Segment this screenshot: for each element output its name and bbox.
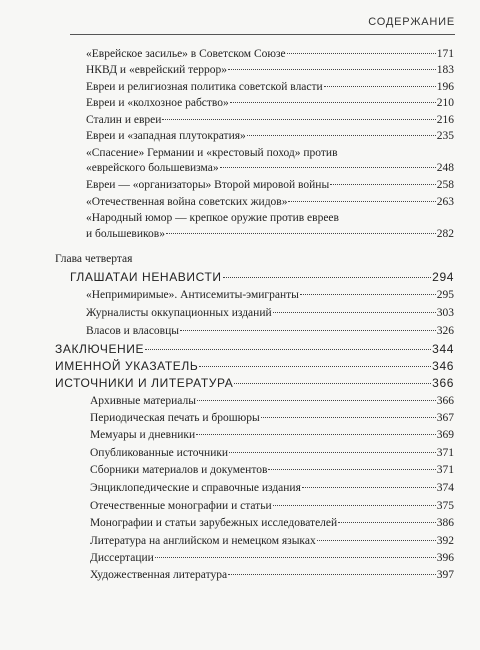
leader-dots — [228, 69, 436, 70]
toc-entry-page: 282 — [436, 228, 454, 240]
toc-entry-title-line1: «Народный юмор — крепкое оружие против евреев — [86, 212, 339, 224]
toc-entry-page: 371 — [436, 447, 454, 459]
toc-entry[interactable] — [86, 324, 454, 338]
leader-dots — [180, 330, 436, 331]
leader-dots — [324, 86, 436, 87]
toc-entry-page: 171 — [436, 48, 454, 60]
toc-entry-title: Художественная литература — [90, 569, 228, 581]
running-header — [70, 14, 455, 35]
toc-entry[interactable] — [86, 63, 454, 77]
toc-entry-page: 216 — [436, 114, 454, 126]
toc-entry-page: 248 — [436, 162, 454, 174]
toc-entry[interactable] — [86, 161, 454, 175]
leader-dots — [273, 312, 436, 313]
leader-dots — [145, 349, 431, 350]
leader-dots — [220, 167, 436, 168]
leader-dots — [228, 574, 436, 575]
toc-entry-page: 258 — [436, 179, 454, 191]
leader-dots — [287, 53, 436, 54]
toc-entry-title: «Еврейское засилье» в Советском Союзе — [86, 48, 286, 60]
chapter-title: ГЛАШАТАИ НЕНАВИСТИ — [70, 270, 222, 284]
back-matter-title: ЗАКЛЮЧЕНИЕ — [55, 342, 145, 356]
toc-entry[interactable] — [90, 481, 454, 495]
back-matter-page: 366 — [432, 376, 454, 390]
toc-entry-title: «еврейского большевизма» — [86, 162, 219, 174]
leader-dots — [247, 135, 436, 136]
toc-entry-title: Власов и власовцы — [86, 325, 179, 337]
toc-entry[interactable] — [90, 411, 454, 425]
toc-entry-title-line1: «Спасение» Германии и «крестовый поход» против — [86, 147, 338, 159]
toc-entry-page: 366 — [436, 395, 454, 407]
toc-entry-page: 196 — [436, 81, 454, 93]
toc-entry[interactable] — [90, 568, 454, 582]
toc-entry[interactable] — [86, 306, 454, 320]
leader-dots — [288, 201, 435, 202]
leader-dots — [261, 417, 436, 418]
toc-entry[interactable] — [90, 551, 454, 565]
leader-dots — [302, 487, 436, 488]
toc-entry-page: 392 — [436, 535, 454, 547]
back-matter-entry[interactable] — [55, 359, 454, 373]
toc-entry[interactable] — [86, 227, 454, 241]
leader-dots — [317, 540, 436, 541]
toc-entry[interactable] — [90, 463, 454, 477]
toc-entry-page: 295 — [436, 289, 454, 301]
toc-entry-page: 367 — [436, 412, 454, 424]
toc-entry-page: 386 — [436, 517, 454, 529]
toc-entry-page: 326 — [436, 325, 454, 337]
toc-entry-page: 235 — [436, 130, 454, 142]
toc-entry-title: «Непримиримые». Антисемиты-эмигранты — [86, 289, 299, 301]
header-title: СОДЕРЖАНИЕ — [368, 16, 455, 28]
toc-entry-title: Евреи и религиозная политика советской власти — [86, 81, 323, 93]
chapter-page: 294 — [432, 270, 454, 284]
chapter-label: Глава четвертая — [55, 253, 133, 265]
toc-entry-page: 263 — [436, 196, 454, 208]
toc-entry[interactable] — [90, 428, 454, 442]
toc-entry-title: Евреи — «организаторы» Второй мировой войны — [86, 179, 330, 191]
toc-entry[interactable] — [86, 47, 454, 61]
toc-entry-page: 397 — [436, 569, 454, 581]
leader-dots — [199, 366, 431, 367]
toc-entry-title: Журналисты оккупационных изданий — [86, 307, 272, 319]
toc-entry[interactable] — [90, 499, 454, 513]
toc-entry-title: НКВД и «еврейский террор» — [86, 64, 228, 76]
toc-entry-title: Евреи и «западная плутократия» — [86, 130, 246, 142]
toc-entry[interactable] — [86, 195, 454, 209]
leader-dots — [155, 557, 436, 558]
back-matter-page: 344 — [432, 342, 454, 356]
leader-dots — [330, 184, 436, 185]
chapter-title-entry[interactable] — [70, 270, 454, 284]
toc-entry[interactable] — [86, 288, 454, 302]
toc-entry-title: Опубликованные источники — [90, 447, 229, 459]
leader-dots — [300, 294, 436, 295]
leader-dots — [268, 469, 435, 470]
toc-entry-page: 374 — [436, 482, 454, 494]
toc-entry-page: 396 — [436, 552, 454, 564]
toc-entry-page: 183 — [436, 64, 454, 76]
toc-entry[interactable] — [90, 534, 454, 548]
toc-entry-page: 375 — [436, 500, 454, 512]
toc-entry-title: Архивные материалы — [90, 395, 196, 407]
toc-entry[interactable] — [90, 446, 454, 460]
toc-entry[interactable] — [86, 178, 454, 192]
toc-entry-title: Сталин и евреи — [86, 114, 162, 126]
toc-entry-title: Сборники материалов и документов — [90, 464, 268, 476]
toc-entry[interactable] — [90, 516, 454, 530]
back-matter-title: ИСТОЧНИКИ И ЛИТЕРАТУРА — [55, 376, 234, 390]
toc-entry-page: 210 — [436, 97, 454, 109]
back-matter-entry[interactable] — [55, 342, 454, 356]
toc-entry-page: 303 — [436, 307, 454, 319]
toc-entry-title: Энциклопедические и справочные издания — [90, 482, 301, 494]
toc-entry-title: Периодическая печать и брошюры — [90, 412, 260, 424]
toc-entry-title: «Отечественная война советских жидов» — [86, 196, 288, 208]
leader-dots — [229, 452, 436, 453]
leader-dots — [273, 505, 436, 506]
leader-dots — [338, 522, 436, 523]
toc-entry-title: и большевиков» — [86, 228, 165, 240]
toc-entry[interactable] — [90, 394, 454, 408]
toc-entry[interactable] — [86, 113, 454, 127]
toc-entry-page: 369 — [436, 429, 454, 441]
leader-dots — [234, 383, 431, 384]
toc-entry-title: Отечественные монографии и статьи — [90, 500, 272, 512]
leader-dots — [166, 233, 436, 234]
toc-entry[interactable] — [86, 129, 454, 143]
leader-dots — [162, 119, 435, 120]
toc-entry-title: Монографии и статьи зарубежных исследователей — [90, 517, 338, 529]
leader-dots — [223, 277, 432, 278]
back-matter-title: ИМЕННОЙ УКАЗАТЕЛЬ — [55, 359, 199, 373]
leader-dots — [230, 102, 436, 103]
toc-entry-title: Евреи и «колхозное рабство» — [86, 97, 229, 109]
leader-dots — [197, 400, 436, 401]
toc-entry[interactable] — [86, 80, 454, 94]
back-matter-entry[interactable] — [55, 376, 454, 390]
leader-dots — [196, 434, 436, 435]
toc-entry-title: Мемуары и дневники — [90, 429, 196, 441]
toc-entry[interactable] — [86, 96, 454, 110]
toc-entry-title: Литература на английском и немецком языках — [90, 535, 316, 547]
toc-entry-page: 371 — [436, 464, 454, 476]
back-matter-page: 346 — [432, 359, 454, 373]
toc-entry-title: Диссертации — [90, 552, 154, 564]
